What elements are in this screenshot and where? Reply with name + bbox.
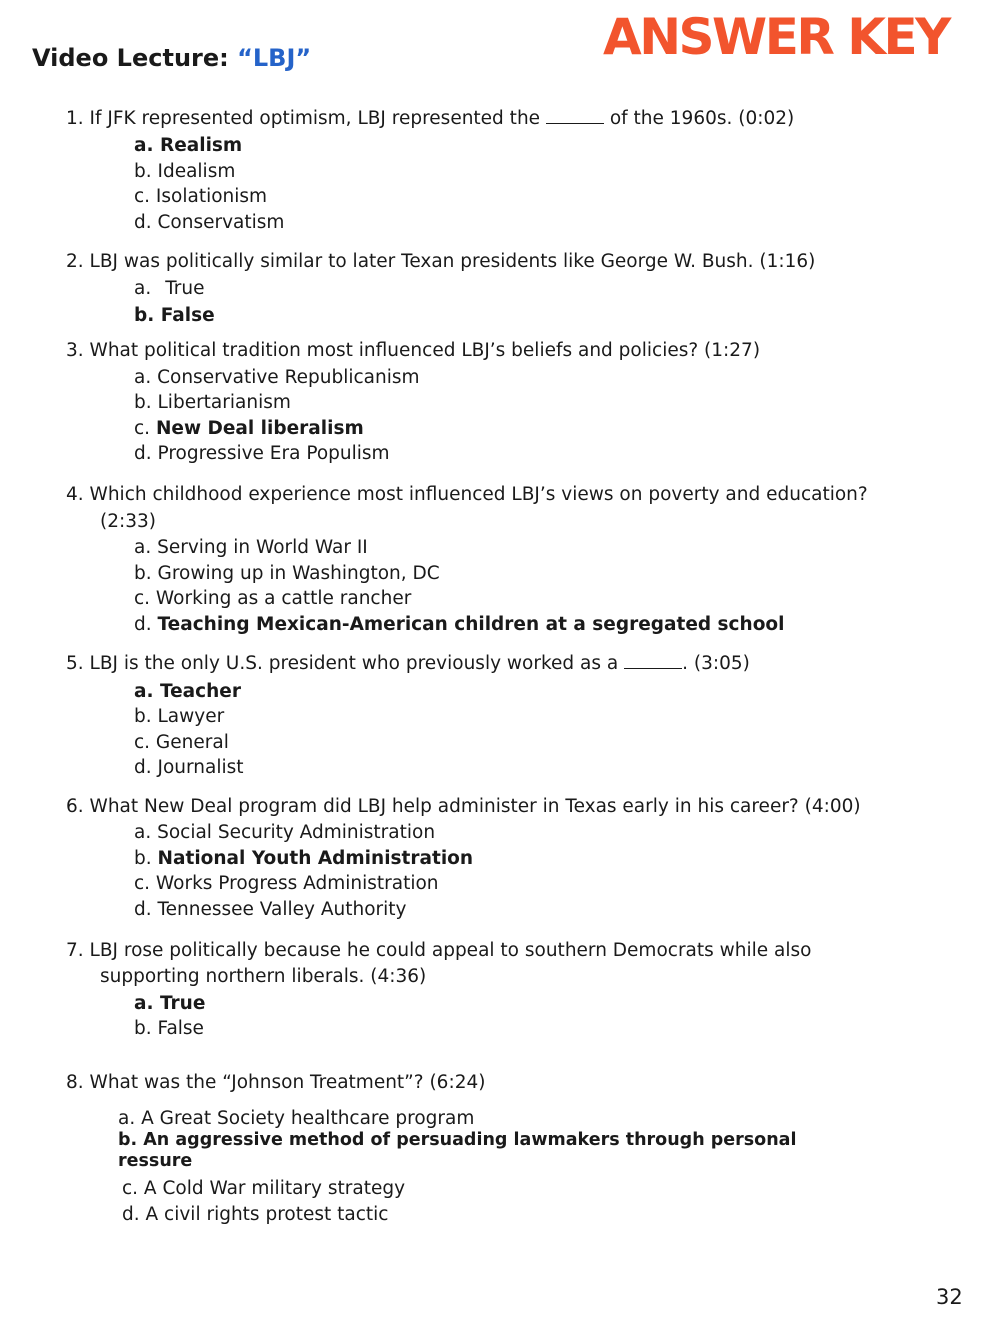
answer-blank — [546, 109, 604, 124]
option-5c: c. General — [134, 732, 229, 753]
option-1b: b. Idealism — [134, 161, 236, 182]
option-text: New Deal liberalism — [155, 418, 364, 439]
option-2a — [134, 278, 205, 299]
option-1d: d. Conservatism — [134, 212, 285, 233]
option-7b: b. False — [134, 1018, 204, 1039]
title-highlight: “LBJ” — [237, 44, 312, 72]
option-2b-correct: b. False — [134, 305, 215, 326]
option-8a: a. A Great Society healthcare program — [118, 1108, 475, 1129]
option-8b-correct-line2: ressure — [118, 1151, 193, 1171]
option-1c: c. Isolationism — [134, 186, 268, 207]
option-5a-correct: a. Teacher — [134, 681, 241, 702]
question-6: 6. What New Deal program did LBJ help administer in Texas early in his career? (4:00) — [66, 796, 861, 817]
option-text: National Youth Administration — [157, 848, 474, 869]
option-8b-correct: b. An aggressive method of persuading lawmakers through personal — [118, 1130, 797, 1150]
question-7: 7. LBJ rose politically because he could appeal to southern Democrats while also — [66, 940, 812, 961]
option-6d: d. Tennessee Valley Authority — [134, 899, 407, 920]
page-number: 32 — [936, 1285, 963, 1309]
option-5d: d. Journalist — [134, 757, 244, 778]
question-3: 3. What political tradition most influenced LBJ’s beliefs and policies? (1:27) — [66, 340, 761, 361]
option-6c: c. Works Progress Administration — [134, 873, 439, 894]
option-4c: c. Working as a cattle rancher — [134, 588, 412, 609]
question-4-timestamp: (2:33) — [100, 511, 156, 532]
option-letter: a. — [134, 278, 152, 299]
option-1a-correct: a. Realism — [134, 135, 243, 156]
question-7-line2: supporting northern liberals. (4:36) — [100, 966, 427, 987]
option-letter: b. — [134, 848, 152, 869]
option-5b: b. Lawyer — [134, 706, 225, 727]
option-letter: d. — [134, 614, 152, 635]
option-8c: c. A Cold War military strategy — [122, 1178, 406, 1199]
question-1 — [66, 108, 794, 129]
question-4: 4. Which childhood experience most influenced LBJ’s views on poverty and education? — [66, 484, 868, 505]
option-6a: a. Social Security Administration — [134, 822, 436, 843]
question-2: 2. LBJ was politically similar to later Texan presidents like George W. Bush. (1:16) — [66, 251, 816, 272]
option-6b-correct — [134, 848, 473, 869]
option-4b: b. Growing up in Washington, DC — [134, 563, 440, 584]
option-letter: c. — [134, 418, 151, 439]
answer-key-heading: ANSWER KEY — [603, 8, 949, 66]
answer-blank — [624, 654, 682, 669]
option-3c-correct — [134, 418, 364, 439]
option-3b: b. Libertarianism — [134, 392, 291, 413]
option-3a: a. Conservative Republicanism — [134, 367, 420, 388]
page-title — [32, 44, 311, 72]
question-text: 5. LBJ is the only U.S. president who previously worked as a — [66, 653, 619, 674]
question-text: 1. If JFK represented optimism, LBJ represented the — [66, 108, 541, 129]
question-8: 8. What was the “Johnson Treatment”? (6:24) — [66, 1072, 486, 1093]
question-text: . (3:05) — [682, 653, 750, 674]
question-text: of the 1960s. (0:02) — [609, 108, 795, 129]
question-5 — [66, 653, 750, 674]
option-3d: d. Progressive Era Populism — [134, 443, 390, 464]
option-7a-correct: a. True — [134, 993, 206, 1014]
option-text: Teaching Mexican-American children at a segregated school — [157, 614, 785, 635]
title-prefix: Video Lecture: — [32, 44, 238, 72]
option-4d-correct — [134, 614, 784, 635]
option-8d: d. A civil rights protest tactic — [122, 1204, 389, 1225]
option-4a: a. Serving in World War II — [134, 537, 368, 558]
option-text: True — [165, 278, 205, 299]
